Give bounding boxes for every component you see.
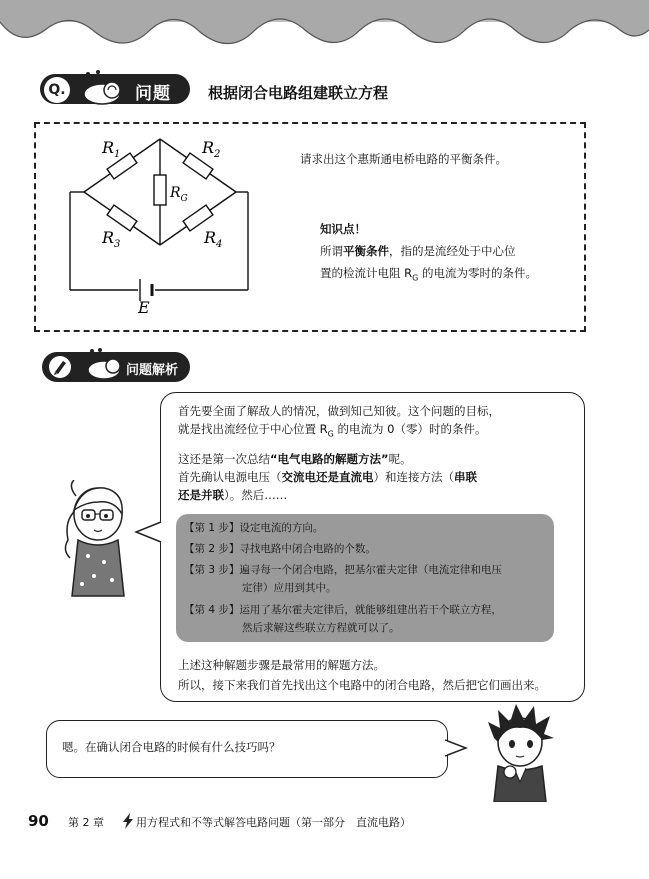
analysis-p3-line2: 所以，接下来我们首先找出这个电路中的闭合电路，然后把它们画出来。 [178, 678, 546, 692]
label-r4: $R_4$ [204, 228, 223, 250]
snail-mascot-icon [80, 70, 128, 106]
analysis-p2-line3: 还是并联）。然后…… [178, 488, 288, 502]
dialogue-text: 嗯。在确认闭合电路的时候有什么技巧吗？ [62, 740, 281, 754]
bubble-tail [134, 520, 164, 544]
analysis-p1-line2: 就是找出流经位于中心位置 $R_G$ 的电流为 0（零）时的条件。 [178, 422, 487, 439]
page-number: 90 [28, 812, 49, 830]
analysis-p1-line1: 首先要全面了解敌人的情况，做到知己知彼。这个问题的目标， [178, 404, 500, 418]
step-1: 【第 1 步】设定电流的方向。 [184, 522, 324, 534]
step-3-cont: 定律）应用到其中。 [242, 582, 337, 594]
step-4-cont: 然后求解这些联立方程就可以了。 [242, 622, 400, 634]
label-r1: $R_1$ [102, 138, 121, 160]
label-rg: $R_G$ [170, 185, 188, 204]
tip-line-1: 所谓平衡条件，指的是流经处于中心位 [320, 244, 516, 258]
q-badge-text: Q. [48, 82, 66, 98]
q-circle-icon [44, 77, 70, 103]
analysis-header [42, 352, 190, 384]
wheatstone-bridge-diagram [60, 135, 260, 315]
analysis-badge-label: 问题解析 [126, 363, 179, 378]
top-wave-decoration [0, 0, 649, 60]
pencil-icon [48, 355, 72, 379]
analysis-p3-line1: 上述这种解题步骤是最常用的解题方法。 [178, 658, 385, 672]
analysis-p2-line2: 首先确认电源电压（交流电还是直流电）和连接方法（串联 [178, 470, 477, 484]
question-header [40, 72, 190, 106]
question-text: 请求出这个惠斯通电桥电路的平衡条件。 [300, 152, 507, 166]
label-r2: $R_2$ [202, 138, 221, 160]
step-4: 【第 4 步】运用了基尔霍夫定律后，就能够组建出若干个联立方程， [184, 604, 502, 616]
resistor-rg [154, 175, 166, 205]
label-r3: $R_3$ [102, 228, 121, 250]
chapter-number: 第 2 章 [68, 816, 104, 829]
step-3: 【第 3 步】遍寻每一个闭合电路，把基尔霍夫定律（电流定律和电压 [184, 564, 502, 576]
snail-mascot-icon-2 [84, 348, 128, 382]
dialogue-bubble-tail [444, 738, 468, 758]
label-e: E [138, 298, 150, 315]
footer [28, 812, 628, 832]
tip-title: 知识点！ [320, 222, 366, 236]
lightning-icon [122, 813, 134, 829]
page-title: 根据闭合电路组建联立方程 [208, 84, 389, 102]
chapter-title: 用方程式和不等式解答电路问题（第一部分 直流电路） [136, 816, 411, 829]
step-2: 【第 2 步】寻找电路中闭合电路的个数。 [184, 543, 376, 555]
analysis-p2-line1: 这还是第一次总结“电气电路的解题方法”呢。 [178, 452, 412, 466]
boy-character-illustration [480, 702, 560, 802]
tip-line-2: 置的检流计电阻 $R_G$ 的电流为零时的条件。 [320, 266, 538, 283]
question-badge-label: 问题 [135, 84, 171, 104]
girl-character-illustration [58, 480, 138, 598]
